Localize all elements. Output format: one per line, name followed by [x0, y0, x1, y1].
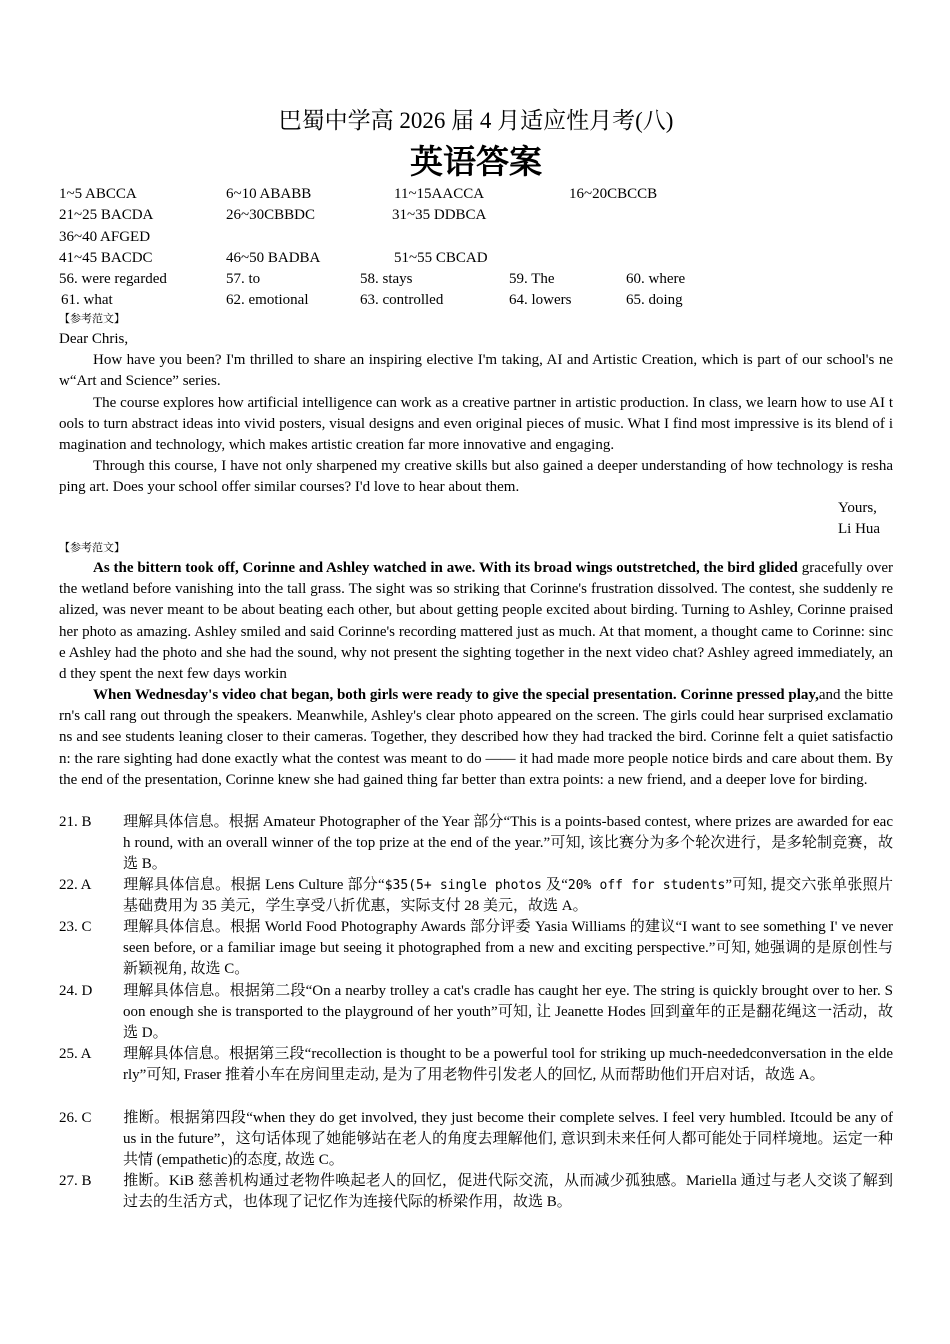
- sample-essay-tag: 【参考范文】: [59, 312, 125, 325]
- question-answer: 23. C: [59, 919, 92, 935]
- answer-key-item: 26~30CBBDC: [226, 207, 315, 223]
- answer-key-item: 51~55 CBCAD: [394, 250, 488, 266]
- answer-key-item: 36~40 AFGED: [59, 229, 151, 245]
- explanation-item: [59, 875, 893, 917]
- answer-key-item: 57. to: [226, 271, 261, 287]
- explanation-item: [59, 917, 893, 981]
- answer-key-item: 63. controlled: [360, 292, 444, 308]
- answer-key-item: 56. were regarded: [59, 271, 167, 287]
- explanation-item: [59, 981, 893, 1045]
- paragraph-body: gracefully over the wetland before vanishing into the tall grass. The sight was so striking that Corinne's frustration dissolved. The contest, she suddenly realized, was never meant to be about beating each other, but about getting people excited about birding. Turning to Ashley, Corinne praised her photo as amazing. Ashley smiled and said Corinne's recording mattered just as much. At that moment, a thought came to Corinne: since Ashley had the photo and she had the sound, why not present the sighting together in the next video chat? Ashley agreed immediately, and they spent the next few days workin: [59, 560, 894, 683]
- explanation-text: 及“: [541, 877, 568, 893]
- paragraph-opening-sentence: As the bittern took off, Corinne and Ashley watched in awe. With its broad wings outstretched, the bird glided: [93, 560, 798, 576]
- letter-paragraph: Through this course, I have not only sharpened my creative skills but also gained a deeper understanding of how technology is reshaping art. Does your school offer similar courses? I'd love to hear about them.: [59, 458, 893, 496]
- answer-key-item: 61. what: [61, 292, 113, 308]
- paragraph-opening-sentence: When Wednesday's video chat began, both girls were ready to give the special presentation. Corinne pressed play,: [93, 687, 819, 703]
- question-answer: 24. D: [59, 983, 93, 999]
- letter-salutation: Dear Chris,: [59, 331, 129, 347]
- question-answer: 25. A: [59, 1046, 92, 1062]
- letter-paragraph: How have you been? I'm thrilled to share an inspiring elective I'm taking, AI and Artistic Creation, which is part of our school's new“Art and Science” series.: [59, 352, 893, 390]
- answer-key-item: 31~35 DDBCA: [392, 207, 487, 223]
- question-answer: 21. B: [59, 814, 92, 830]
- explanation-text: 20% off for students: [567, 878, 726, 893]
- explanation-text: 理解具体信息。根据 World Food Photography Awards 部分评委 Yasia Williams 的建议“I want to see something I' ve never seen before, or a familiar image but seeing it photographed from a new and exciting perspective.”可知, 她强调的是原创性与新颖视角, 故选 C。: [123, 919, 893, 978]
- letter-paragraph: The course explores how artificial intelligence can work as a creative partner in artistic production. In class, we learn how to use AI tools to turn abstract ideas into vivid posters, visual designs and even original pieces of music. What I find most impressive is its blend of imagination and technology, which makes artistic creation far more innovative and engaging.: [59, 395, 893, 454]
- explanation-text: 推断。KiB 慈善机构通过老物件唤起老人的回忆，促进代际交流，从而减少孤独感。Mariella 通过与老人交谈了解到过去的生活方式，也体现了记忆作为连接代际的桥梁作用，故选 B。: [123, 1173, 893, 1211]
- explanation-text: 推断。根据第四段“when they do get involved, they just become their complete selves. I feel very humbled. Itcould be any of us in the future”，这句话体现了她能够站在老人的角度去理解他们, 意识到未来任何人都可能处于同样境地。运定一种共情 (empathetic)的态度, 故选 C。: [123, 1110, 893, 1169]
- explanation-item: [59, 812, 893, 876]
- page-title: 巴蜀中学高 2026 届 4 月适应性月考(八): [278, 108, 674, 133]
- explanation-text: 理解具体信息。根据第三段“recollection is thought to be a powerful tool for striking up much-neededconversation in the elderly”可知, Fraser 推着小车在房间里走动, 是为了用老物件引发老人的回忆, 从而帮助他们开启对话，故选 A。: [123, 1046, 893, 1084]
- answer-key-item: 16~20CBCCB: [569, 186, 658, 202]
- explanation-text: 理解具体信息。根据第二段“On a nearby trolley a cat's cradle has caught her eye. The string is quickly brought over to her. Soon enough she is transported to the playground of her youth”可知, 让 Jeanette Hodes 回到童年的正是翻花绳这一活动，故选 D。: [123, 983, 893, 1042]
- answer-key-item: 11~15AACCA: [394, 186, 485, 202]
- answer-key-item: 6~10 ABABB: [226, 186, 312, 202]
- question-answer: 27. B: [59, 1173, 92, 1189]
- answer-key-item: 65. doing: [626, 292, 683, 308]
- page-subtitle: 英语答案: [410, 142, 542, 181]
- letter-closing: Yours,: [838, 500, 877, 516]
- paragraph-body: and the bittern's call rang out through the speakers. Meanwhile, Ashley's clear photo appeared on the screen. The girls could hear surprised exclamations and see students leaning closer to their cameras. Together, they described how they had tracked the bird. Corinne felt a quiet satisfaction: the rare sighting had done exactly what the contest was meant to do —— it had made more people notice birds and care about them. By the end of the presentation, Corinne knew she had gained thing far better than extra points: a new friend, and a deeper love for birding.: [59, 687, 893, 788]
- explanation-text: 理解具体信息。根据 Lens Culture 部分“: [123, 877, 385, 893]
- answer-key-item: 1~5 ABCCA: [59, 186, 137, 202]
- explanation-text: 理解具体信息。根据 Amateur Photographer of the Year 部分“This is a points-based contest, where prizes are awarded for each round, with an overall winner of the top prize at the end of the year.”可知, 该比赛分为多个轮次进行，是多轮制竞赛，故选 B。: [123, 814, 893, 873]
- answer-key-item: 59. The: [509, 271, 555, 287]
- question-answer: 26. C: [59, 1110, 92, 1126]
- question-answer: 22. A: [59, 877, 92, 893]
- explanation-item: [59, 1044, 893, 1086]
- answer-key-item: 62. emotional: [226, 292, 309, 308]
- answer-key-item: 46~50 BADBA: [226, 250, 321, 266]
- explanation-text: $35(5+ single photos: [384, 878, 542, 893]
- continuation-paragraph: [59, 558, 893, 685]
- answer-key-item: 60. where: [626, 271, 686, 287]
- explanation-text: ”可知, 提交六张单张照片基础费用为 35 美元，学生享受八折优惠，实际支付 28 美元，故选 A。: [123, 877, 893, 915]
- answer-key-item: 41~45 BACDC: [59, 250, 153, 266]
- answer-key-item: 58. stays: [360, 271, 413, 287]
- explanation-item: [59, 1108, 893, 1172]
- explanation-item: [59, 1171, 893, 1213]
- continuation-paragraph: [59, 685, 893, 791]
- letter-signature: Li Hua: [838, 521, 881, 537]
- answer-key-item: 21~25 BACDA: [59, 207, 154, 223]
- sample-essay-tag: 【参考范文】: [59, 541, 125, 554]
- answer-key-item: 64. lowers: [509, 292, 572, 308]
